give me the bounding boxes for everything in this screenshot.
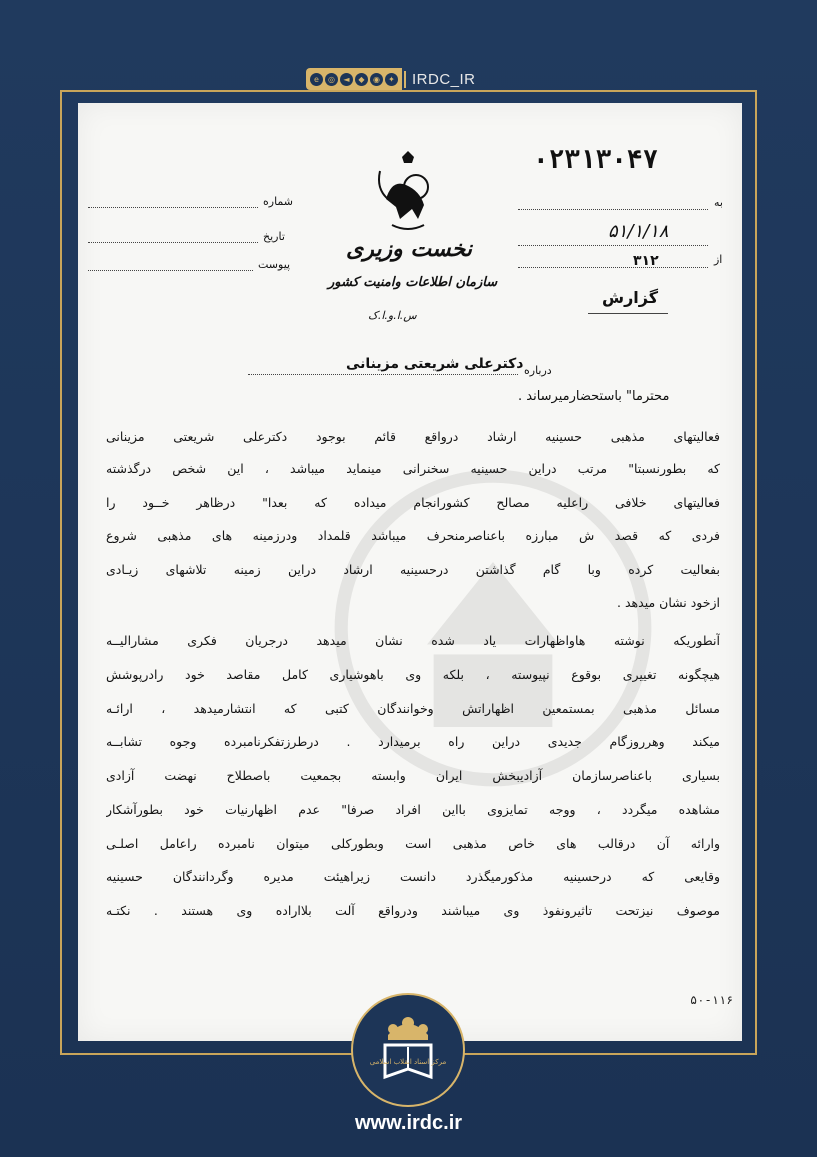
greeting: محترما" باستحضارمیرساند . [518, 389, 670, 404]
tarikh-line [88, 242, 258, 243]
report-underline [588, 313, 668, 314]
org-code: س.ا.و.ا.ک [368, 309, 417, 322]
paragraph-1-line: ازخود نشان میدهد . [617, 595, 720, 610]
paragraph-2-line: آنطوریکه نوشته هاواظهارات یاد شده نشان میدهد درجریان فکری مشارالیــه [106, 633, 720, 648]
from-value: ۳۱۲ [633, 253, 659, 269]
number-label: شماره [263, 195, 294, 208]
paragraph-1-line: فعالیتهای خلافی راعلیه مصالح کشورانجام میداده که بعدا" درظاهر خــود را [106, 495, 720, 510]
date-line [518, 245, 708, 246]
from-label: از [714, 253, 723, 266]
instagram-icon[interactable]: ◉ [370, 73, 383, 86]
telegram-icon[interactable]: ◄ [340, 73, 353, 86]
report-title: گزارش [602, 288, 659, 307]
twitter-icon[interactable]: ✦ [385, 73, 398, 86]
paragraph-2-line: موصوف نیزتحت تاثیرونفوذ وی میباشند ودرواقع آلت بلااراده وی هستند . نکتـه [106, 903, 720, 918]
number-line [88, 207, 258, 208]
handwritten-date: ۵۱/۱/۱۸ [608, 221, 669, 242]
document-page [78, 103, 742, 1041]
social-icons [306, 68, 402, 90]
to-label: به [714, 196, 723, 209]
social-bar [306, 68, 502, 90]
aparat-icon[interactable]: ◎ [325, 73, 338, 86]
paragraph-2-line: بسیاری باعناصرسازمان آزادیبخش ایران وابسته بجمعیت باصطلاح نهضت آزادی [106, 768, 720, 783]
paragraph-2-line: مسائل مذهبی بمستمعین اظهاراتش وخوانندگان کتبی که انتشارمیدهد ، ارائـه [106, 701, 720, 716]
irdc-logo[interactable] [351, 993, 465, 1107]
subject-label: درباره [524, 364, 552, 377]
paragraph-1-line: که بطورنسبتا" مرتب دراین حسینیه سخنرانی مینماید میباشد ، این شخص درگذشته [106, 461, 720, 476]
lion-and-sun-emblem-icon [372, 149, 444, 239]
org-subtitle: سازمان اطلاعات وامنیت کشور [328, 275, 498, 290]
paragraph-2-line: مشاهده میگردد ، ووجه تمایزوی بااین افراد صرفا" عدم اظهارنیات خود بطورآشکار [106, 802, 720, 817]
paragraph-2-line: هیچگونه تغییری بوقوع نپیوسته ، بلکه وی باهوشیاری کامل مقاصد خود رادرپوشش [106, 667, 720, 682]
logo-caption: مرکز اسناد انقلاب اسلامی [369, 1058, 447, 1066]
paragraph-2-line: وارائه آن درقالب های خاص مذهبی است وبطورکلی میتوان نامبرده راعامل اصلـی [106, 836, 720, 851]
from-line [518, 267, 708, 268]
irdc-emblem-icon [353, 995, 463, 1105]
paragraph-1-line: فردی که قصد ش مبارزه باعناصرمنحرف میباشد قلمداد ودرزمینه های مذهبی شروع [106, 528, 720, 543]
attachment-label: پیوست [258, 258, 291, 271]
footer-url[interactable]: www.irdc.ir [354, 1112, 463, 1134]
paragraph-2-line: میکند وهرروزگام جدیدی دراین راه برمیدارد . درطرزتفکرنامبرده وجوه تشابــه [106, 734, 720, 749]
paragraph-2-line: وقایعی که درحسینیه مذکورمیگذرد دانست زیراهیئت مدیره وگردانندگان حسینیه [106, 869, 720, 884]
page-code: ۵۰-۱۱۶ [690, 993, 734, 1007]
to-line [518, 209, 708, 210]
eitaa-icon[interactable]: e [310, 73, 323, 86]
org-title: نخست وزیری [346, 237, 472, 262]
subject-line [248, 374, 518, 375]
social-handle: IRDC_IR [404, 71, 476, 88]
subject-value: دکترعلی شریعتی مزینانی [346, 356, 524, 372]
paragraph-1-line: فعالیتهای مذهبی حسینیه ارشاد درواقع قائم بوجود دکترعلی شریعتی مزینانی [106, 429, 720, 444]
soroush-icon[interactable]: ◆ [355, 73, 368, 86]
document-number: ۰۲۳۱۳۰۴۷ [533, 145, 659, 175]
paragraph-1-line: بفعالیت کرده وبا گام گذاشتن درحسینیه ارشاد دراین زمینه تلاشهای زیـادی [106, 562, 720, 577]
attachment-line [88, 270, 253, 271]
tarikh-label: تاریخ [263, 230, 285, 243]
